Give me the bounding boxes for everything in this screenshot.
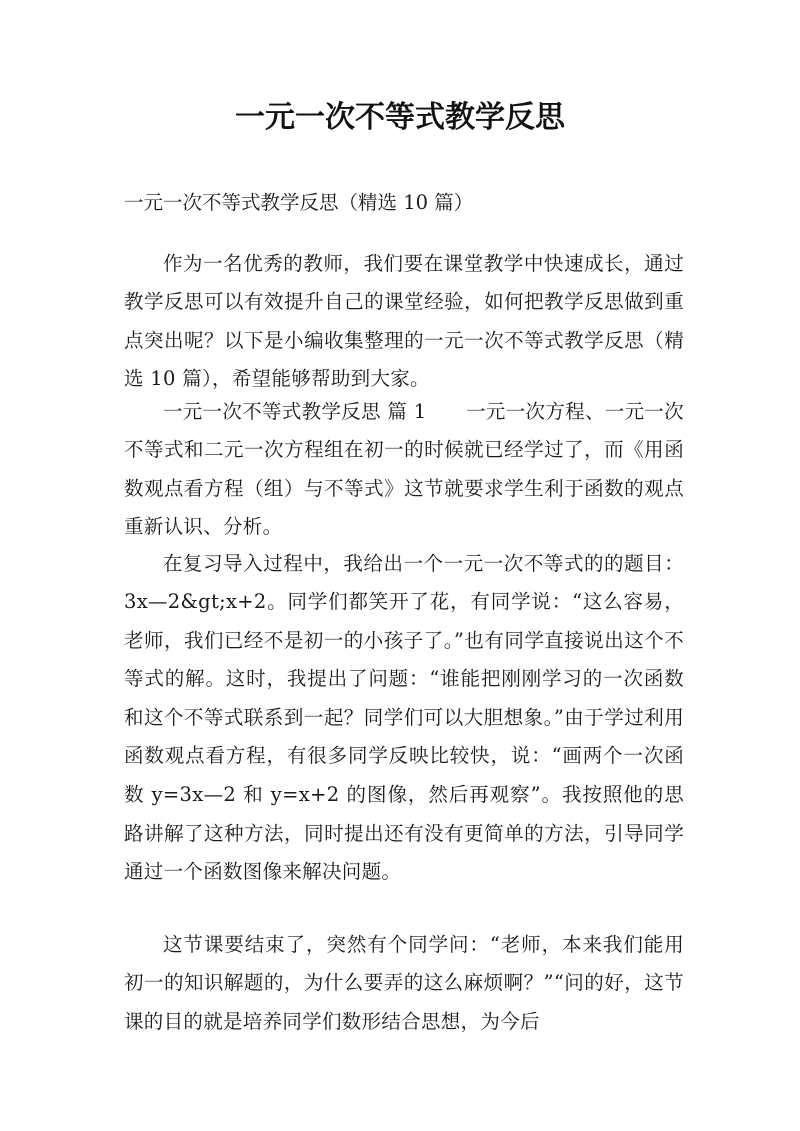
paragraph-question: 这节课要结束了，突然有个同学问：“老师，本来我们能用初一的知识解题的，为什么要弄的这么麻烦啊？”“问的好，这节课的目的就是培养同学们数形结合思想，为今后 xyxy=(124,932,684,1033)
document-title: 一元一次不等式教学反思 xyxy=(235,100,565,135)
paragraph-part-1: 一元一次不等式教学反思 篇 1 一元一次方程、一元一次不等式和二元一次方程组在初一的时候就已经学过了，而《用函数观点看方程（组）与不等式》这节就要求学生利于函数的观点重新认识、分析。 xyxy=(124,399,684,539)
paragraph-intro: 作为一名优秀的教师，我们要在课堂教学中快速成长，通过教学反思可以有效提升自己的课堂经验，如何把教学反思做到重点突出呢？以下是小编收集整理的一元一次不等式教学反思（精选 10 篇），希望能够帮助到大家。 xyxy=(124,251,684,391)
paragraph-review: 在复习导入过程中，我给出一个一元一次不等式的的题目：3x—2&gt;x+2。同学们都笑开了花，有同学说：“这么容易，老师，我们已经不是初一的小孩子了。”也有同学直接说出这个不等式的解。这时，我提出了问题：“谁能把刚刚学习的一次函数和这个不等式联系到一起？同学们可以大胆想象。”由于学过利用函数观点看方程，有很多同学反映比较快，说：“画两个一次函数 y=3x—2 和 y=x+2 的图像，然后再观察”。我按照他的思路讲解了这种方法，同时提出还有没有更简单的方法，引导同学通过一个函数图像来解决问题。 xyxy=(124,551,684,884)
document-subtitle: 一元一次不等式教学反思（精选 10 篇） xyxy=(124,191,474,214)
